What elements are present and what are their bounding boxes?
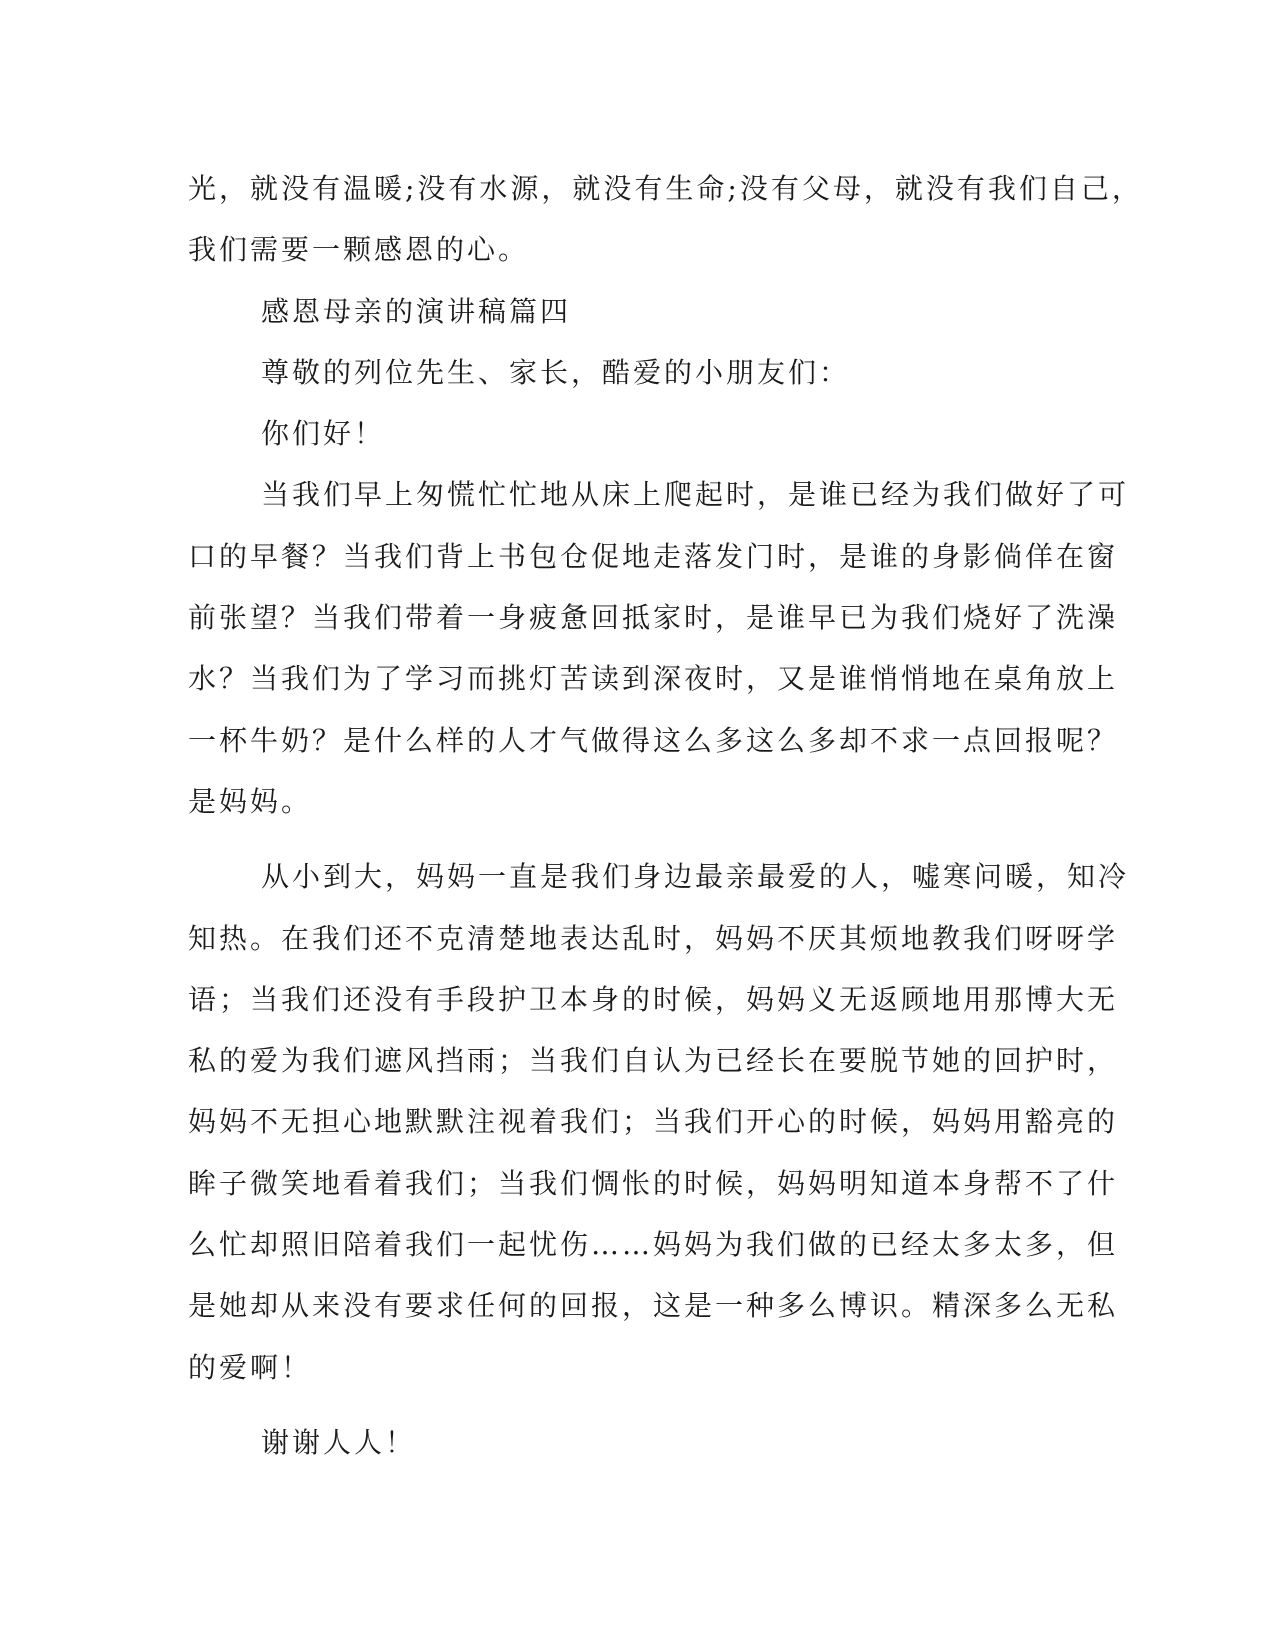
closing-text: 谢谢人人！ <box>261 1425 417 1459</box>
text-line: 语；当我们还没有手段护卫本身的时候，妈妈义无返顾地用那博大无 <box>188 982 1119 1016</box>
text-line: 私的爱为我们遮风挡雨；当我们自认为已经长在要脱节她的回护时， <box>188 1044 1119 1078</box>
body-paragraph-1 <box>188 464 1130 832</box>
text-line: 我们需要一颗感恩的心。 <box>188 233 530 267</box>
text-line: 么忙却照旧陪着我们一起忧伤……妈妈为我们做的已经太多太多，但 <box>188 1228 1119 1262</box>
body-paragraph-2 <box>188 846 1130 1398</box>
text-line: 前张望？当我们带着一身疲惫回抵家时，是谁早已为我们烧好了洗澡 <box>188 601 1119 635</box>
text-line: 妈妈不无担心地默默注视着我们；当我们开心的时候，妈妈用豁亮的 <box>188 1105 1119 1139</box>
text-line: 一杯牛奶？是什么样的人才气做得这么多这么多却不求一点回报呢？ <box>188 723 1119 757</box>
text-line: 知热。在我们还不克清楚地表达乱时，妈妈不厌其烦地教我们呀呀学 <box>188 921 1119 955</box>
paragraph-spacer <box>188 1398 1088 1412</box>
greeting-text: 你们好！ <box>261 417 386 451</box>
greeting-paragraph <box>188 403 1088 464</box>
section-title-text: 感恩母亲的演讲稿篇四 <box>261 294 572 328</box>
text-line: 是妈妈。 <box>188 784 313 818</box>
text-line: 眸子微笑地看着我们；当我们惆怅的时候，妈妈明知道本身帮不了什 <box>188 1166 1119 1200</box>
text-line: 口的早餐？当我们背上书包仓促地走落发门时，是谁的身影倘佯在窗 <box>188 539 1119 573</box>
text-line: 从小到大，妈妈一直是我们身边最亲最爱的人，嘘寒问暖，知冷 <box>261 860 1130 894</box>
text-line: 水？当我们为了学习而挑灯苦读到深夜时，又是谁悄悄地在桌角放上 <box>188 662 1119 696</box>
salutation-text: 尊敬的列位先生、家长，酷爱的小朋友们： <box>261 355 851 389</box>
text-line: 是她却从来没有要求任何的回报，这是一种多么博识。精深多么无私 <box>188 1289 1119 1323</box>
text-line: 的爱啊！ <box>188 1350 313 1384</box>
section-title <box>188 281 1088 342</box>
document-body <box>188 158 1143 1473</box>
text-line: 光，就没有温暖;没有水源，就没有生命;没有父母，就没有我们自己， <box>188 172 1143 205</box>
text-line: 当我们早上匆慌忙忙地从床上爬起时，是谁已经为我们做好了可 <box>261 478 1130 512</box>
closing-paragraph <box>188 1412 1088 1473</box>
salutation-paragraph <box>188 342 1088 403</box>
intro-tail-paragraph <box>188 158 1143 281</box>
paragraph-spacer <box>188 832 1088 846</box>
